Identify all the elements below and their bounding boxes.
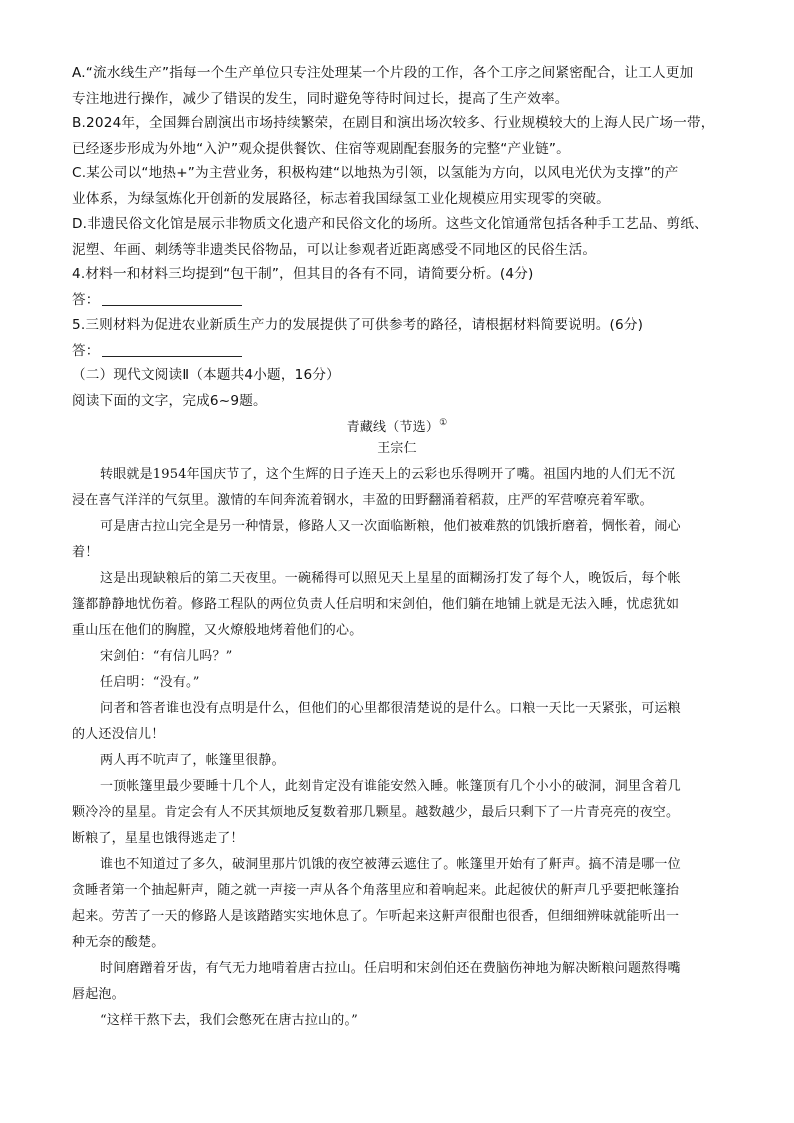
option-c — [72, 160, 722, 212]
article-line: 颗冷冷的星星。肯定会有人不厌其烦地反复数着那几颗星。越数越少，最后只剩下了一片青亮亮的夜空。 — [72, 805, 680, 820]
article-author: 王宗仁 — [377, 441, 417, 456]
article-title-line — [72, 410, 722, 436]
article-line: 断粮了，星星也饿得逃走了！ — [72, 831, 244, 846]
article-line: 浸在喜气洋洋的气氛里。激情的车间奔流着钢水，丰盈的田野翻涌着稻菽，庄严的军营嘹亮着军歌。 — [72, 493, 653, 508]
option-d-line-2: 泥塑、年画、刺绣等非遗类民俗物品，可以让参观者近距离感受不同地区的民俗生活。 — [72, 242, 597, 258]
question-4-text: 4.材料一和材料三均提到“包干制”，但其目的各有不同，请简要分析。(4分) — [72, 266, 534, 282]
article-line: 唇起泡。 — [72, 987, 125, 1002]
answer-blank[interactable] — [102, 342, 242, 357]
article-line: 两人再不吭声了，帐篷里很静。 — [100, 753, 285, 768]
article-body — [72, 462, 722, 1034]
option-c-line-2: 业体系，为绿氢炼化开创新的发展路径，标志着我国绿氢工业化规模应用实现零的突破。 — [72, 191, 610, 207]
article-line: 着！ — [72, 545, 99, 560]
answer-blank[interactable] — [102, 291, 242, 306]
question-5 — [72, 312, 722, 364]
article-line: 的人还没信儿！ — [72, 727, 165, 742]
answer-label: 答： — [72, 343, 100, 359]
option-d-line-1: D.非遗民俗文化馆是展示非物质文化遗产和民俗文化的场所。这些文化馆通常包括各种手工艺品、剪纸、 — [72, 216, 708, 232]
option-a-line-2: 专注地进行操作，减少了错误的发生，同时避免等待时间过长，提高了生产效率。 — [72, 91, 569, 107]
option-a-line-1: A.“流水线生产”指每一个生产单位只专注处理某一个片段的工作，各个工序之间紧密配合，让工人更加 — [72, 65, 694, 81]
option-b-line-1: B.2024年，全国舞台剧演出市场持续繁荣，在剧目和演出场次较多、行业规模较大的上海人民广场一带， — [72, 115, 715, 131]
article-line: 起来。劳苦了一天的修路人是该踏踏实实地休息了。乍听起来这鼾声很酣也很香，但细细辨味就能听出一 — [72, 909, 680, 924]
footnote-mark: ① — [439, 418, 448, 428]
article-line: 谁也不知道过了多久，破洞里那片饥饿的夜空被薄云遮住了。帐篷里开始有了鼾声。搞不清是哪一位 — [100, 857, 681, 872]
article-line: 问者和答者谁也没有点明是什么，但他们的心里都很清楚说的是什么。口粮一天比一天紧张，可运粮 — [100, 701, 681, 716]
article-line: 篷都静静地忧伤着。修路工程队的两位负责人任启明和宋剑伯，他们躺在地铺上就是无法入睡，忧虑犹如 — [72, 597, 680, 612]
section-heading: （二）现代文阅读Ⅱ（本题共4小题，16分） — [72, 367, 340, 383]
question-5-answer — [72, 338, 722, 364]
article-line: 可是唐古拉山完全是另一种情景，修路人又一次面临断粮，他们被难熬的饥饿折磨着，惆怅着，闹心 — [100, 519, 681, 534]
option-c-line-1: C.某公司以“地热+”为主营业务，积极构建“以地热为引领，以氢能为方向，以风电光伏为支撑”的产 — [72, 165, 679, 181]
article-line: 种无奈的酸楚。 — [72, 935, 165, 950]
option-b — [72, 110, 722, 162]
article-line: 贪睡者第一个抽起鼾声，随之就一声接一声从各个角落里应和着响起来。此起彼伏的鼾声几乎要把帐篷抬 — [72, 883, 680, 898]
article-line: 转眼就是1954年国庆节了，这个生辉的日子连天上的云彩也乐得咧开了嘴。祖国内地的人们无不沉 — [100, 467, 676, 482]
question-5-text: 5.三则材料为促进农业新质生产力的发展提供了可供参考的路径，请根据材料简要说明。(6分) — [72, 317, 644, 333]
article-line: 一顶帐篷里最少要睡十几个人，此刻肯定没有谁能安然入睡。帐篷顶有几个小小的破洞，洞里含着几 — [100, 779, 681, 794]
article-line: “这样干熬下去，我们会憋死在唐古拉山的。” — [100, 1013, 358, 1028]
question-4 — [72, 261, 722, 313]
article — [72, 410, 722, 1034]
section-heading-block — [72, 362, 722, 414]
option-a — [72, 60, 722, 112]
section-instruction: 阅读下面的文字，完成6~9题。 — [72, 393, 267, 409]
article-line: 时间磨蹭着牙齿，有气无力地啃着唐古拉山。任启明和宋剑伯还在费脑伤神地为解决断粮问题熬得嘴 — [100, 961, 681, 976]
option-b-line-2: 已经逐步形成为外地“入沪”观众提供餐饮、住宿等观剧配套服务的完整“产业链”。 — [72, 141, 570, 157]
article-title: 青藏线（节选） — [346, 420, 440, 435]
article-line: 任启明：“没有。” — [100, 675, 200, 690]
option-d — [72, 211, 722, 263]
answer-label: 答： — [72, 292, 100, 308]
article-line: 宋剑伯：“有信儿吗？” — [100, 649, 233, 664]
article-line: 这是出现缺粮后的第二天夜里。一碗稀得可以照见天上星星的面糊汤打发了每个人，晚饭后，每个帐 — [100, 571, 681, 586]
question-4-answer — [72, 287, 722, 313]
article-line: 重山压在他们的胸膛，又火燎般地烤着他们的心。 — [72, 623, 363, 638]
